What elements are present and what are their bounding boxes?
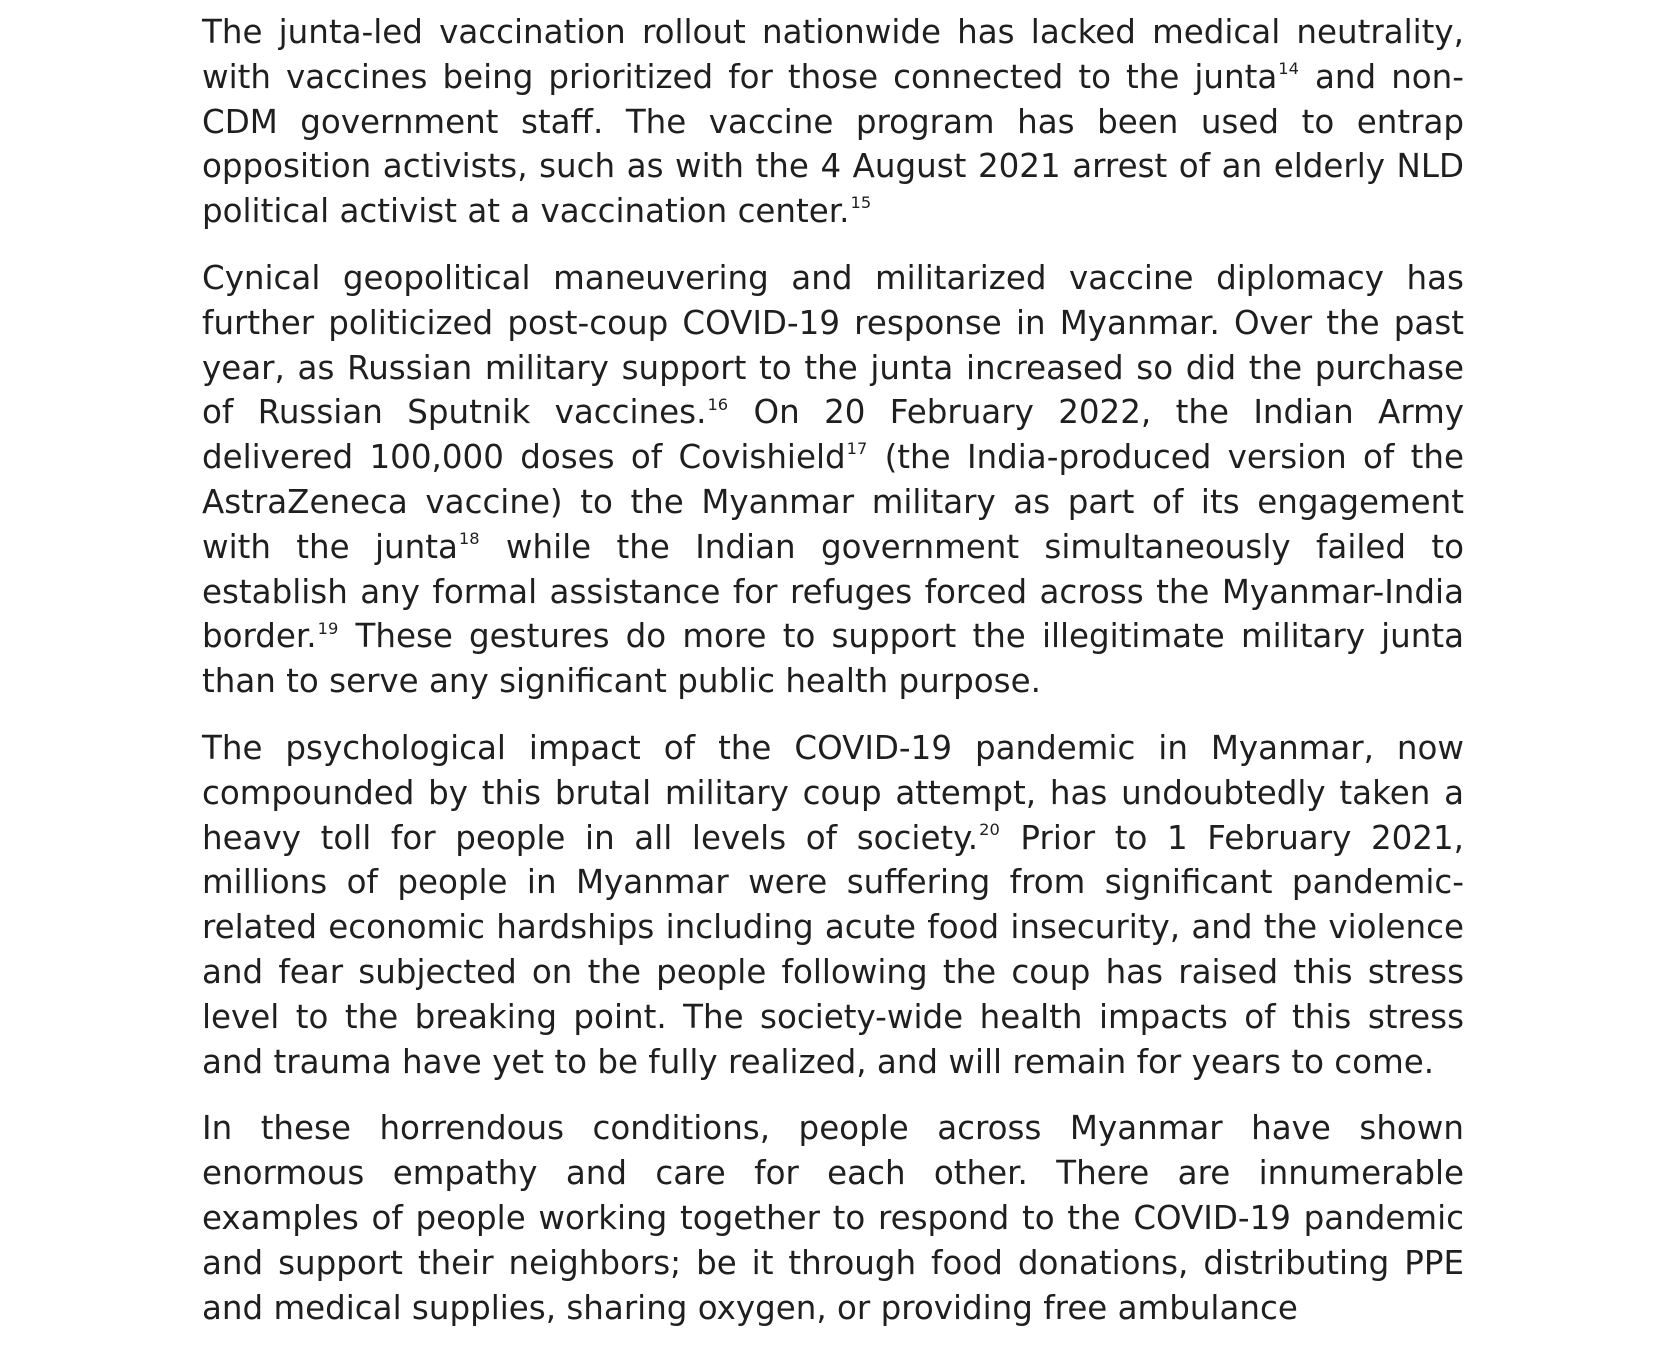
paragraph-text: and non-CDM government staff. The vaccine program has been used to entrap opposition activists, such as with the 4 August 2021 arrest of an elderly NLD political activist at a vaccination center. bbox=[202, 57, 1465, 231]
paragraph-text: (the India-produced version of the AstraZeneca vaccine) to the Myanmar military as part of its engagement with the junta bbox=[202, 438, 1464, 566]
footnote-ref-18[interactable]: 18 bbox=[458, 528, 480, 548]
document-body bbox=[202, 10, 1464, 1352]
paragraph-text: Prior to 1 February 2021, millions of people in Myanmar were suffering from significant pandemic-related economic hardships including acute food insecurity, and the violence and fear subjected on the people following the coup has raised this stress level to the breaking point. The society-wide health impacts of this stress and trauma have yet to be fully realized, and will remain for years to come. bbox=[202, 818, 1464, 1081]
paragraph-text: These gestures do more to support the illegitimate military junta than to serve any significant public health purpose. bbox=[202, 617, 1464, 701]
footnote-ref-16[interactable]: 16 bbox=[707, 394, 729, 414]
footnote-ref-17[interactable]: 17 bbox=[846, 439, 868, 459]
paragraph-psychological-impact bbox=[202, 726, 1464, 1084]
paragraph-community-care bbox=[202, 1106, 1464, 1330]
paragraph-text: In these horrendous conditions, people across Myanmar have shown enormous empathy and care for each other. There are innumerable examples of people working together to respond to the COVID-19 pandemic and support their neighbors; be it through food donations, distributing PPE and medical supplies, sharing oxygen, or providing free ambulance bbox=[202, 1109, 1464, 1327]
paragraph-text: The junta-led vaccination rollout nationwide has lacked medical neutrality, with vaccines being prioritized for those connected to the junta bbox=[202, 13, 1464, 96]
paragraph-text: On 20 February 2022, the Indian Army delivered 100,000 doses of Covishield bbox=[202, 393, 1464, 477]
paragraph-text: while the Indian government simultaneously failed to establish any formal assistance for refuges forced across the Myanmar-India border. bbox=[202, 527, 1464, 656]
footnote-ref-15[interactable]: 15 bbox=[850, 193, 872, 213]
footnote-ref-19[interactable]: 19 bbox=[317, 618, 339, 638]
paragraph-vaccine-diplomacy bbox=[202, 256, 1464, 704]
footnote-ref-14[interactable]: 14 bbox=[1278, 58, 1299, 78]
paragraph-vaccination-rollout bbox=[202, 10, 1464, 234]
footnote-ref-20[interactable]: 20 bbox=[979, 819, 1000, 839]
paragraph-text: The psychological impact of the COVID-19 pandemic in Myanmar, now compounded by this brutal military coup attempt, has undoubtedly taken a heavy toll for people in all levels of society. bbox=[202, 728, 1464, 857]
paragraph-text: Cynical geopolitical maneuvering and militarized vaccine diplomacy has further politicized post-coup COVID-19 response in Myanmar. Over the past year, as Russian military support to the junta increased so did the purchase of Russian Sputnik vaccines. bbox=[202, 258, 1464, 432]
